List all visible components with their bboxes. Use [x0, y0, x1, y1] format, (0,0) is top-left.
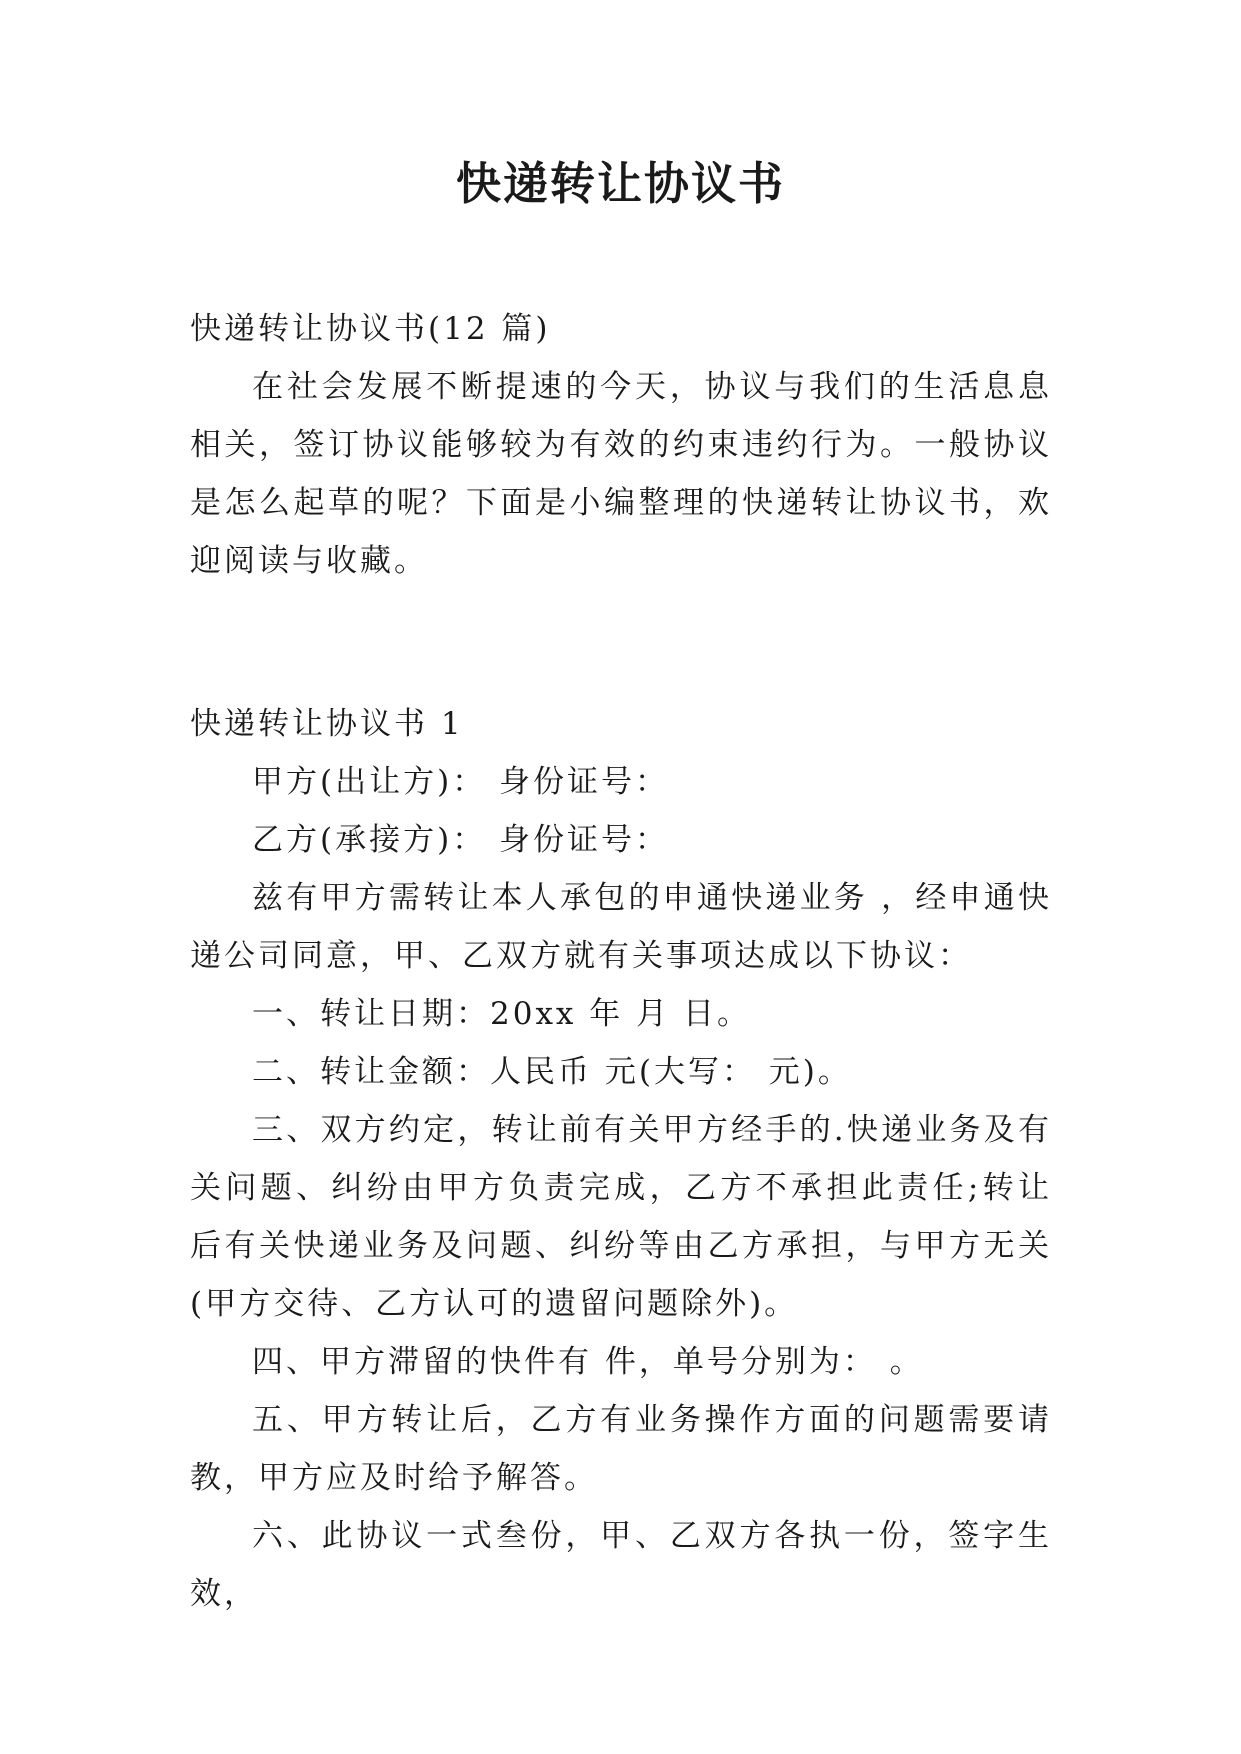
agreement-section [190, 695, 1052, 1623]
intro-paragraph: 在社会发展不断提速的今天，协议与我们的生活息息相关，签订协议能够较为有效的约束违约行为。一般协议是怎么起草的呢？下面是小编整理的快递转让协议书，欢迎阅读与收藏。 [190, 369, 1052, 579]
party-b-line: 乙方(承接方)： 身份证号： [252, 822, 670, 858]
clause-2: 二、转让金额：人民币 元(大写： 元)。 [252, 1054, 852, 1090]
clause-3: 三、双方约定，转让前有关甲方经手的.快递业务及有关问题、纠纷由甲方负责完成，乙方不承担此责任;转让后有关快递业务及问题、纠纷等由乙方承担，与甲方无关(甲方交待、乙方认可的遗留问题除外)。 [190, 1112, 1052, 1322]
section-heading: 快递转让协议书 1 [190, 706, 464, 742]
document-subtitle: 快递转让协议书(12 篇) [190, 311, 551, 347]
clause-4: 四、甲方滞留的快件有 件，单号分别为： 。 [252, 1344, 924, 1380]
clause-1: 一、转让日期：20xx 年 月 日。 [252, 996, 751, 1032]
clause-5: 五、甲方转让后，乙方有业务操作方面的问题需要请教，甲方应及时给予解答。 [190, 1402, 1052, 1496]
clause-6: 六、此协议一式叁份，甲、乙双方各执一份，签字生效， [190, 1518, 1052, 1612]
party-a-line: 甲方(出让方)： 身份证号： [252, 764, 670, 800]
preamble-paragraph: 兹有甲方需转让本人承包的申通快递业务 ，经申通快递公司同意，甲、乙双方就有关事项达成以下协议： [190, 880, 1052, 974]
intro-section [190, 300, 1052, 590]
document-title: 快递转让协议书 [455, 157, 785, 210]
